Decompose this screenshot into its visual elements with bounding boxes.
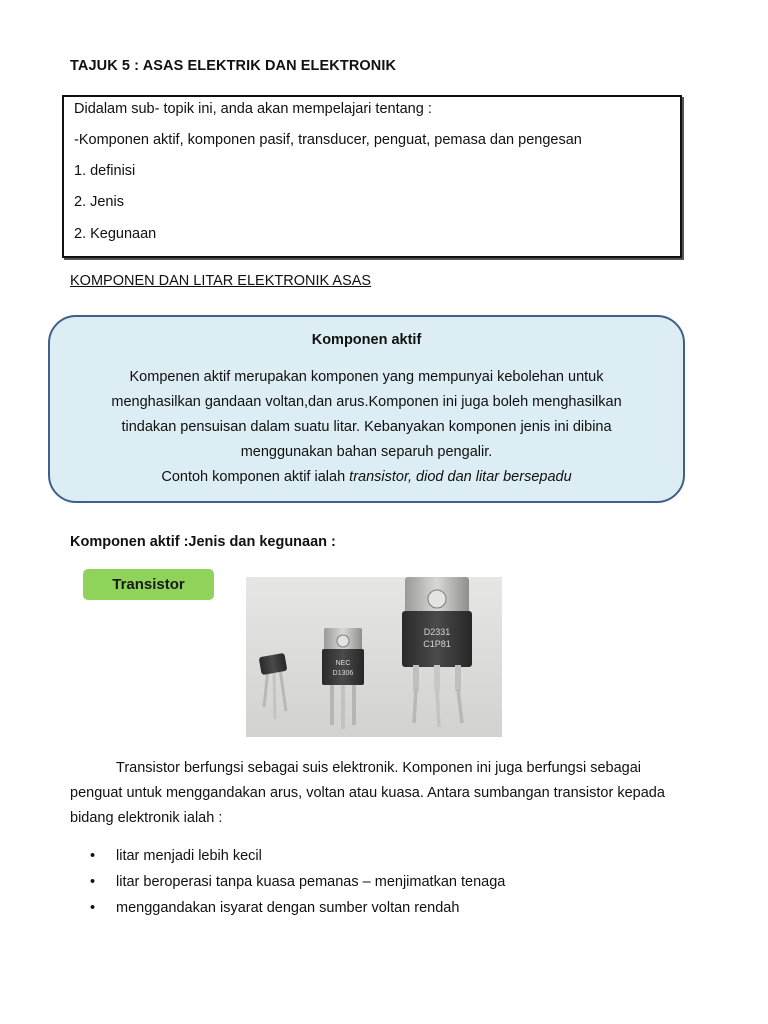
list-item: [70, 871, 505, 897]
callout-example-prefix: Contoh komponen aktif ialah: [161, 469, 350, 485]
paragraph-text: Transistor berfungsi sebagai suis elektronik. Komponen ini juga berfungsi sebagai penguat untuk menggandakan arus, voltan atau kuasa. Antara sumbangan transistor kepada bidang elektronik ialah :: [70, 760, 665, 826]
callout-box: [48, 315, 685, 503]
transistor-paragraph: [70, 756, 690, 831]
bullet-icon: •: [90, 900, 96, 916]
callout-example-items: transistor, diod dan litar bersepadu: [349, 469, 572, 485]
subheading: Komponen aktif :Jenis dan kegunaan :: [70, 534, 336, 550]
transistor-badge: Transistor: [83, 569, 214, 600]
list-item-text: litar beroperasi tanpa kuasa pemanas – menjimatkan tenaga: [116, 874, 506, 890]
objective-item: 1. definisi: [74, 163, 136, 179]
section-heading: KOMPONEN DAN LITAR ELEKTRONIK ASAS: [70, 273, 372, 289]
page-title: TAJUK 5 : ASAS ELEKTRIK DAN ELEKTRONIK: [70, 58, 397, 74]
callout-text: Kompenen aktif merupakan komponen yang mempunyai kebolehan untuk menghasilkan gandaan voltan,dan arus.Komponen ini juga boleh menghasilkan tindakan pensuisan dalam suatu litar. Kebanyakan komponen jenis ini dibina menggunakan bahan separuh pengalir.: [111, 369, 622, 460]
objectives-intro: Didalam sub- topik ini, anda akan mempelajari tentang :: [74, 101, 432, 117]
list-item: [70, 845, 505, 871]
bullet-icon: •: [90, 874, 96, 890]
list-item-text: litar menjadi lebih kecil: [116, 848, 262, 864]
bullet-list: [70, 845, 505, 923]
medium-code: D1306: [332, 670, 354, 677]
medium-label: NEC: [335, 660, 351, 667]
list-item-text: menggandakan isyarat dengan sumber voltan rendah: [116, 900, 460, 916]
callout-body: [90, 365, 643, 490]
objective-item: 2. Kegunaan: [74, 226, 157, 242]
callout-title: Komponen aktif: [311, 332, 422, 348]
transistor-photo: [246, 577, 502, 737]
objectives-topics: -Komponen aktif, komponen pasif, transducer, penguat, pemasa dan pengesan: [74, 132, 582, 148]
large-code-2: C1P81: [423, 639, 451, 649]
objectives-box: [62, 95, 682, 258]
objective-item: 2. Jenis: [74, 194, 124, 210]
list-item: [70, 897, 505, 923]
bullet-icon: •: [90, 848, 96, 864]
large-code-1: D2331: [423, 627, 451, 637]
